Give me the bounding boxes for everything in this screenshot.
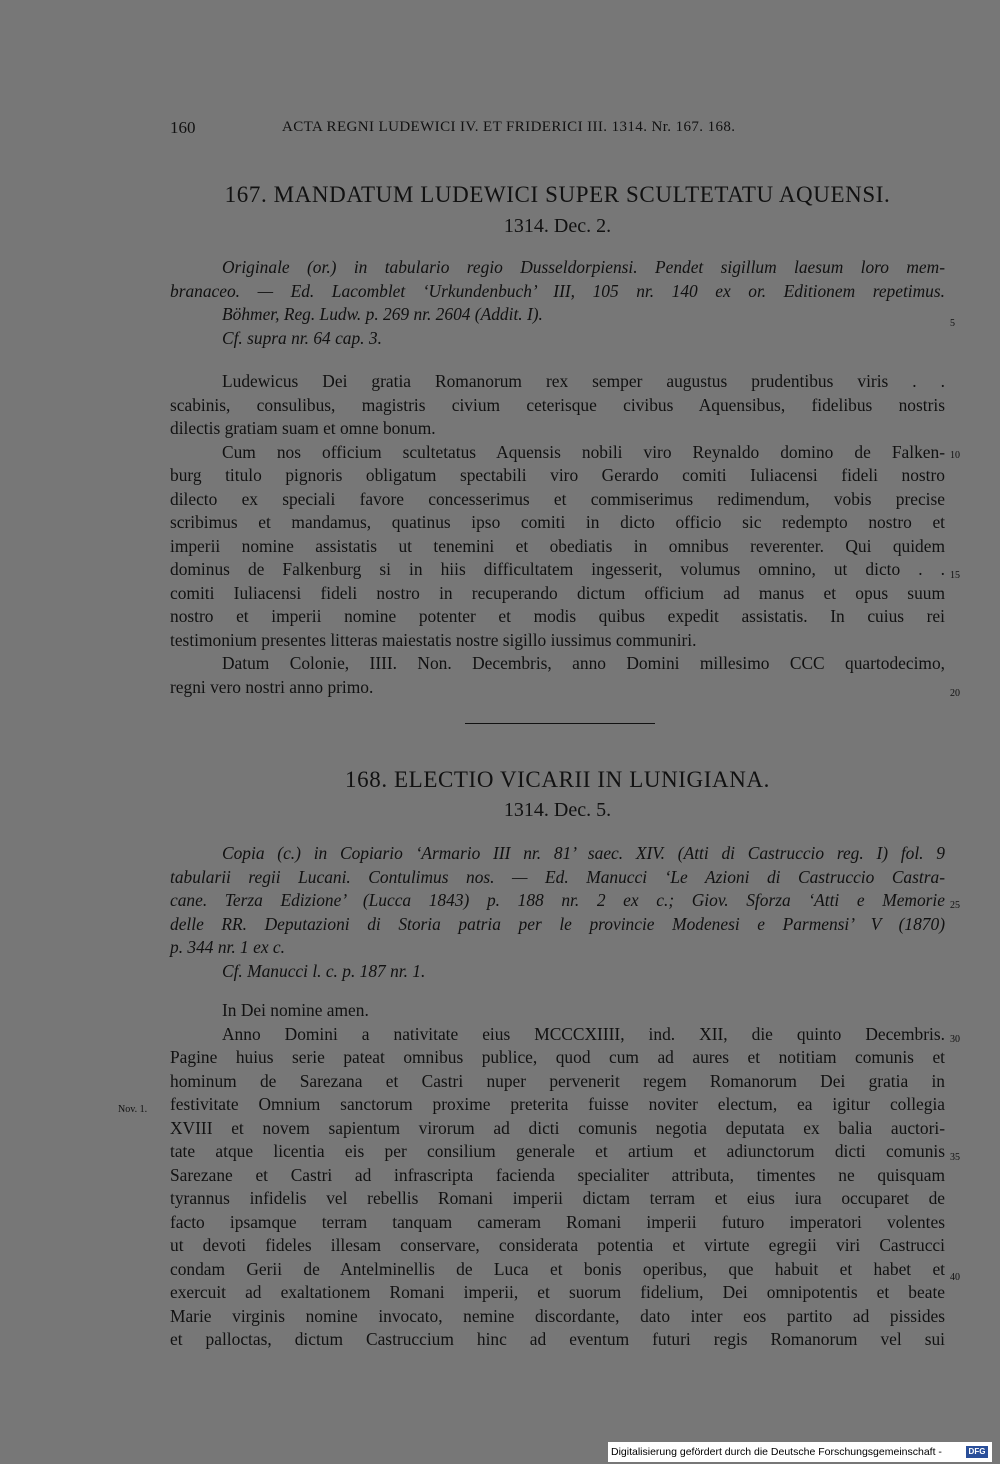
apparatus-line: Cf. Manucci l. c. p. 187 nr. 1. [222, 960, 426, 981]
doc-168-apparatus [170, 842, 945, 983]
footer-text: Digitalisierung gefördert durch die Deutsche Forschungsgemeinschaft - [611, 1446, 942, 1458]
text-line: In Dei nomine amen. [222, 1000, 369, 1020]
doc-167-date: 1314. Dec. 2. [503, 215, 612, 237]
page-number: 160 [170, 118, 196, 137]
line-number: 35 [950, 1152, 960, 1163]
text-line: nostro et imperii nomine potenter et modis quibus expedit assistatis. In cuius rei [170, 606, 945, 626]
doc-167-title: 167. MANDATUM LUDEWICI SUPER SCULTETATU AQUENSI. [224, 182, 891, 207]
text-line: scribimus et mandamus, quatinus ipso comiti in dicto officio sic redempto nostro et [170, 512, 945, 532]
text-line: Cum nos officium scultetatus Aquensis nobili viro Reynaldo domino de Falken- [222, 441, 945, 462]
text-line: condam Gerii de Antelminellis de Luca et bonis operibus, que habuit et habet et [170, 1258, 945, 1279]
apparatus-line: Originale (or.) in tabulario regio Dusseldorpiensi. Pendet sigillum laesum loro mem- [222, 257, 945, 277]
text-line: imperii nomine assistatis ut tenemini et obediatis in omnibus reverenter. Qui quidem [170, 535, 945, 556]
text-line: Ludewicus Dei gratia Romanorum rex semper augustus prudentibus viris . . [222, 371, 945, 391]
line-number: 30 [950, 1034, 960, 1045]
text-line: tyrannus infidelis vel rebellis Romani imperii dictam terram et eius iura occuparet de [170, 1188, 945, 1208]
apparatus-line: branaceo. — Ed. Lacomblet ‘Urkundenbuch’ III, 105 nr. 140 ex or. Editionem repetimus. [170, 280, 945, 301]
text-line: testimonium presentes litteras maiestatis nostre sigillo iussimus communiri. [170, 629, 697, 650]
text-line: et palloctas, dictum Castruccium hinc ad eventum futuri regis Romanorum vel sui [170, 1329, 945, 1349]
section-divider [465, 723, 655, 724]
text-line: XVIII et novem sapientum virorum ad dicti comunis negotia deputata ex balia auctori- [170, 1117, 945, 1138]
text-line: Pagine huius serie pateat omnibus publice, quod cum ad aures et notitiam comunis et [170, 1047, 945, 1067]
text-line: Datum Colonie, IIII. Non. Decembris, anno Domini millesimo CCC quartodecimo, [222, 653, 945, 673]
text-line: dilectis gratiam suam et omne bonum. [170, 418, 436, 438]
text-line: Sarezane et Castri ad infrascripta facienda specialiter attributa, timentes ne quisquam [170, 1164, 945, 1185]
doc-168-text [170, 999, 945, 1352]
text-line: facto ipsamque terram tanquam cameram Romani imperii futuro imperatori volentes [170, 1211, 945, 1232]
doc-168-title: 168. ELECTIO VICARII IN LUNIGIANA. [345, 767, 770, 792]
text-line: comiti Iuliacensi fideli nostro in recuperando dictum officium ad manus et opus suum [170, 582, 945, 603]
text-line: exercuit ad exaltationem Romani imperii, et suorum fidelium, Dei omnipotentis et beate [170, 1282, 945, 1302]
line-number: 5 [950, 318, 955, 329]
apparatus-line: tabularii regii Lucani. Contulimus nos. — Ed. Manucci ‘Le Azioni di Castruccio Castra- [170, 866, 945, 887]
running-head [170, 118, 945, 142]
apparatus-line: Cf. supra nr. 64 cap. 3. [222, 327, 382, 348]
text-line: regni vero nostri anno primo. [170, 676, 374, 697]
apparatus-line: cane. Terza Edizione’ (Lucca 1843) p. 188 nr. 2 ex c.; Giov. Sforza ‘Atti e Memorie [170, 890, 945, 910]
marginal-date-note: Nov. 1. [118, 1104, 148, 1115]
line-number: 20 [950, 688, 960, 699]
doc-168-date: 1314. Dec. 5. [503, 799, 612, 821]
apparatus-line: Copia (c.) in Copiario ‘Armario III nr. 81’ saec. XIV. (Atti di Castruccio reg. I) fol. 9 [222, 843, 945, 863]
dfg-logo: DFG [966, 1446, 988, 1458]
apparatus-line: Böhmer, Reg. Ludw. p. 269 nr. 2604 (Addit. I). [222, 304, 543, 324]
apparatus-line: delle RR. Deputazioni di Storia patria per le provincie Modenesi e Parmensi’ V (1870) [170, 913, 945, 934]
running-title: ACTA REGNI LUDEWICI IV. ET FRIDERICI III. 1314. Nr. 167. 168. [282, 119, 736, 135]
apparatus-line: p. 344 nr. 1 ex c. [170, 937, 285, 957]
text-line: Anno Domini a nativitate eius MCCCXIIII, ind. XII, die quinto Decembris. [222, 1023, 945, 1044]
line-number: 10 [950, 450, 960, 461]
doc-167-apparatus [170, 256, 945, 350]
text-line: Marie virginis nomine invocato, nemine discordante, dato inter eos partito ad pissides [170, 1305, 945, 1326]
text-line: dilecto ex speciali favore concesserimus et commiserimus redimendum, vobis precise [170, 488, 945, 509]
text-line: scabinis, consulibus, magistris civium ceterisque civibus Aquensibus, fidelibus nostris [170, 394, 945, 415]
line-number: 15 [950, 570, 960, 581]
text-line: tate atque licentia eis per consilium generale et artium et adiunctorum dicti comunis [170, 1141, 945, 1161]
doc-167-text [170, 370, 945, 699]
line-number: 40 [950, 1272, 960, 1283]
text-line: ut devoti fideles illesam conservare, considerata potentia et virtute egregii viri Castrucci [170, 1235, 945, 1255]
text-line: dominus de Falkenburg si in hiis difficultatem ingesserit, volumus omnino, ut dicto . . [170, 559, 945, 579]
line-number: 25 [950, 900, 960, 911]
text-line: hominum de Sarezana et Castri nuper pervenerit regem Romanorum Dei gratia in [170, 1070, 945, 1091]
text-line: festivitate Omnium sanctorum proxime preterita fuisse noviter electum, ea igitur collegia [170, 1094, 945, 1114]
funding-footer [608, 1442, 992, 1462]
text-line: burg titulo pignoris obligatum spectabili viro Gerardo comiti Iuliacensi fideli nostro [170, 465, 945, 485]
